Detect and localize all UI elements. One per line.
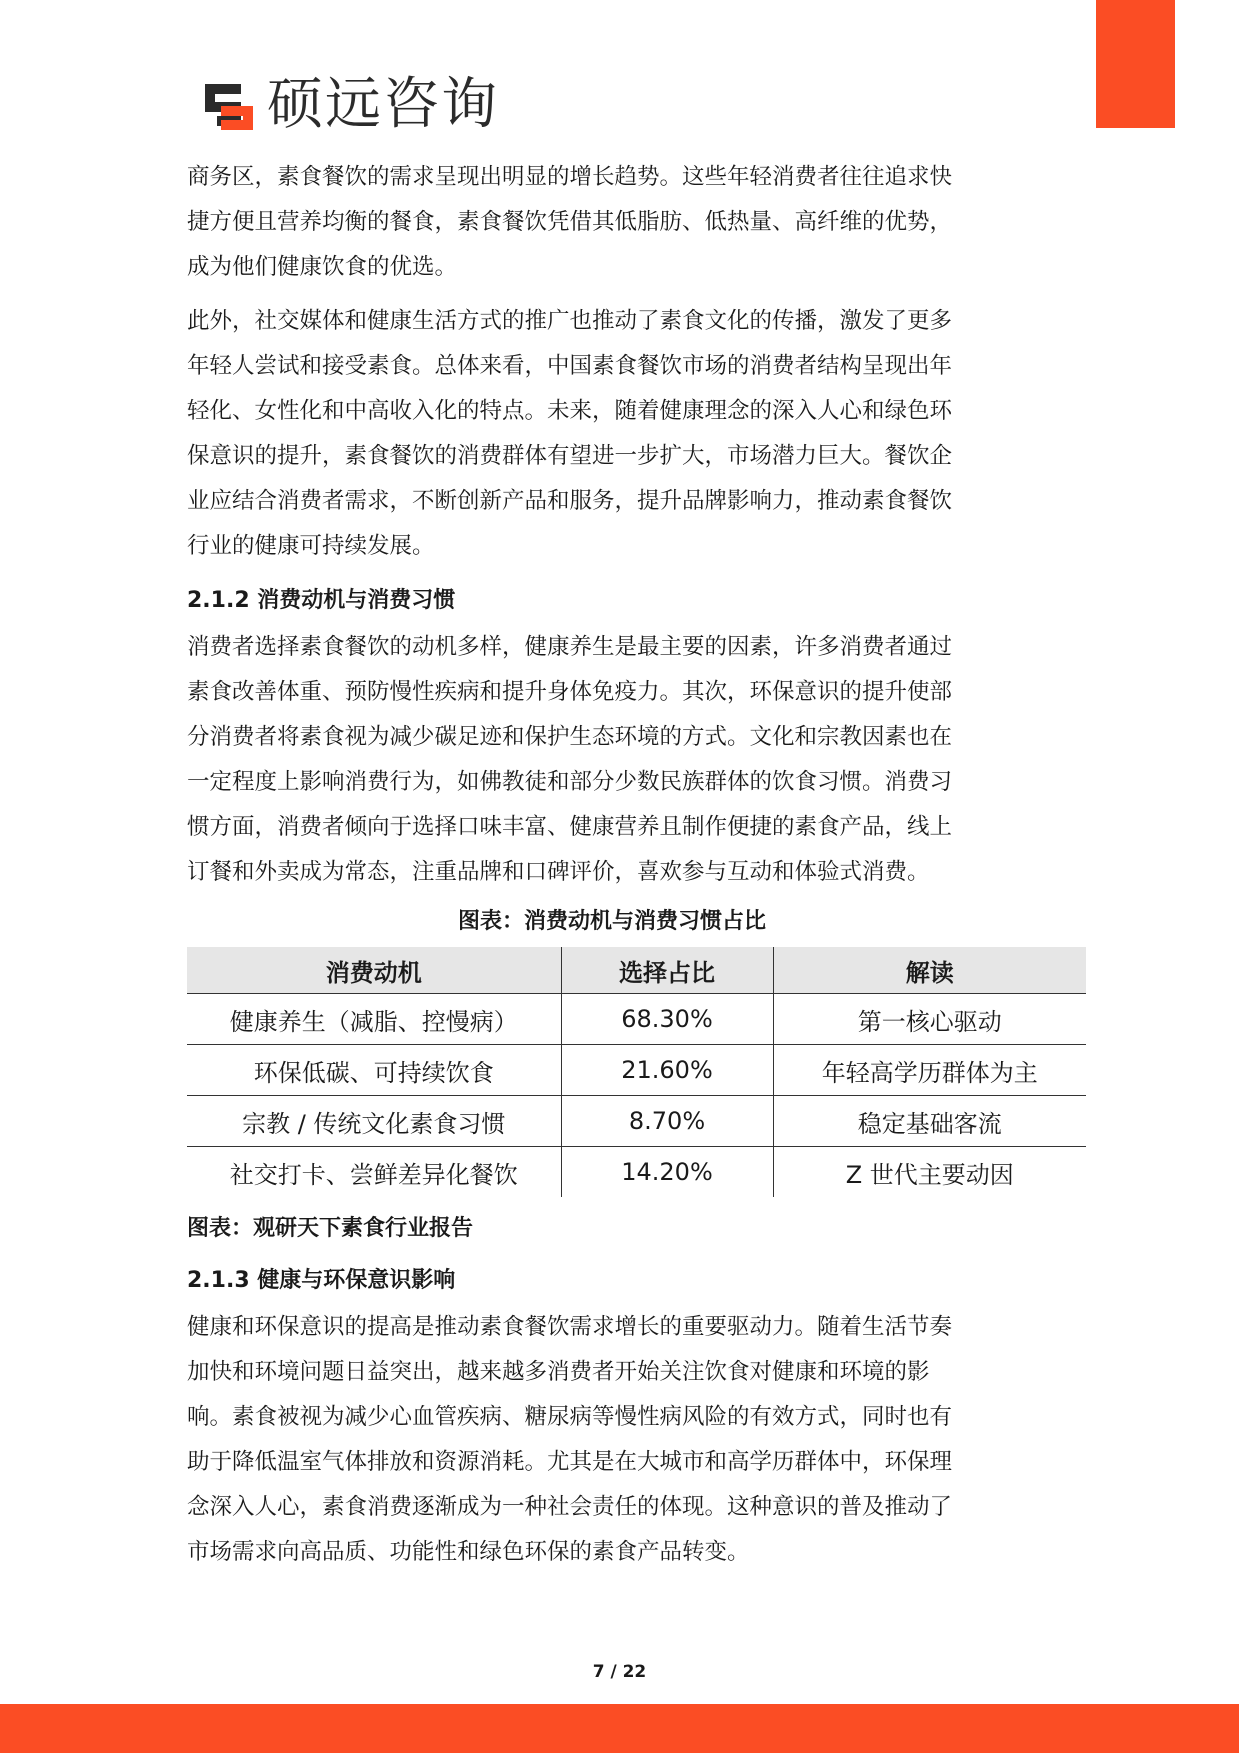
paragraph-continued: [187, 155, 1037, 290]
text-line: 轻化、女性化和中高收入化的特点。未来，随着健康理念的深入人心和绿色环: [187, 398, 953, 424]
text-line: 成为他们健康饮食的优选。: [187, 254, 458, 280]
text-line: 捷方便且营养均衡的餐食，素食餐饮凭借其低脂肪、低热量、高纤维的优势，: [187, 209, 953, 235]
brand-logo: [201, 74, 499, 136]
brand-name: 硕远咨询: [267, 72, 499, 137]
text-line: 市场需求向高品质、功能性和绿色环保的素食产品转变。: [187, 1539, 750, 1565]
table-row: [187, 1096, 1086, 1147]
table-cell: 稳定基础客流: [773, 1096, 1086, 1147]
table-cell: Z 世代主要动因: [845, 1160, 1014, 1189]
table-row: [187, 1147, 1086, 1198]
text-line: 惯方面，消费者倾向于选择口味丰富、健康营养且制作便捷的素食产品，线上: [187, 814, 953, 840]
table-cell: 第一核心驱动: [773, 994, 1086, 1045]
text-line: 助于降低温室气体排放和资源消耗。尤其是在大城市和高学历群体中，环保理: [187, 1449, 953, 1475]
text-line: 业应结合消费者需求，不断创新产品和服务，提升品牌影响力，推动素食餐饮: [187, 488, 953, 514]
text-line: 消费者选择素食餐饮的动机多样，健康养生是最主要的因素，许多消费者通过: [187, 634, 953, 660]
table-caption: 图表：消费动机与消费习惯占比: [457, 909, 766, 934]
section-heading-2-1-3: 2.1.3 健康与环保意识影响: [187, 1268, 456, 1293]
table-row: [187, 1045, 1086, 1096]
paragraph-health-awareness: [187, 1305, 1037, 1575]
table-cell: 社交打卡、尝鲜差异化餐饮: [187, 1147, 561, 1198]
table-cell: 宗教 / 传统文化素食习惯: [187, 1096, 561, 1147]
text-line: 响。素食被视为减少心血管疾病、糖尿病等慢性病风险的有效方式，同时也有: [187, 1404, 953, 1430]
column-header: 选择占比: [561, 947, 773, 994]
table-cell: 14.20%: [561, 1147, 773, 1198]
text-line: 此外，社交媒体和健康生活方式的推广也推动了素食文化的传播，激发了更多: [187, 308, 953, 334]
text-line: 分消费者将素食视为减少碳足迹和保护生态环境的方式。文化和宗教因素也在: [187, 724, 953, 750]
text-line: 健康和环保意识的提高是推动素食餐饮需求增长的重要驱动力。随着生活节奏: [187, 1314, 953, 1340]
text-line: 素食改善体重、预防慢性疾病和提升身体免疫力。其次，环保意识的提升使部: [187, 679, 953, 705]
table-cell: 环保低碳、可持续饮食: [187, 1045, 561, 1096]
table-cell: 8.70%: [561, 1096, 773, 1147]
section-heading-2-1-2: 2.1.2 消费动机与消费习惯: [187, 588, 456, 613]
text-line: 年轻人尝试和接受素食。总体来看，中国素食餐饮市场的消费者结构呈现出年: [187, 353, 953, 379]
column-header: 消费动机: [187, 947, 561, 994]
text-line: 订餐和外卖成为常态，注重品牌和口碑评价，喜欢参与互动和体验式消费。: [187, 859, 930, 885]
footer-accent-bar: [0, 1704, 1239, 1753]
corner-accent-tab: [1096, 0, 1175, 128]
table-header-row: [187, 947, 1086, 994]
text-line: 加快和环境问题日益突出，越来越多消费者开始关注饮食对健康和环境的影: [187, 1359, 930, 1385]
table-cell: 健康养生（减脂、控慢病）: [187, 994, 561, 1045]
text-line: 行业的健康可持续发展。: [187, 533, 435, 559]
table-cell: 21.60%: [561, 1045, 773, 1096]
table-source: 图表：观研天下素食行业报告: [187, 1216, 474, 1241]
text-line: 保意识的提升，素食餐饮的消费群体有望进一步扩大，市场潜力巨大。餐饮企: [187, 443, 953, 469]
table-row: [187, 994, 1086, 1045]
paragraph-consumer-structure: [187, 299, 1037, 569]
logo-mark-icon: [201, 80, 257, 130]
table-cell: 68.30%: [561, 994, 773, 1045]
text-line: 一定程度上影响消费行为，如佛教徒和部分少数民族群体的饮食习惯。消费习: [187, 769, 953, 795]
page-content: [187, 155, 1037, 1575]
column-header: 解读: [773, 947, 1086, 994]
paragraph-motivation: [187, 625, 1037, 895]
table-cell: 年轻高学历群体为主: [773, 1045, 1086, 1096]
page-number: 7 / 22: [592, 1662, 647, 1682]
text-line: 商务区，素食餐饮的需求呈现出明显的增长趋势。这些年轻消费者往往追求快: [187, 164, 953, 190]
motivation-table: [187, 947, 1086, 1197]
text-line: 念深入人心，素食消费逐渐成为一种社会责任的体现。这种意识的普及推动了: [187, 1494, 953, 1520]
